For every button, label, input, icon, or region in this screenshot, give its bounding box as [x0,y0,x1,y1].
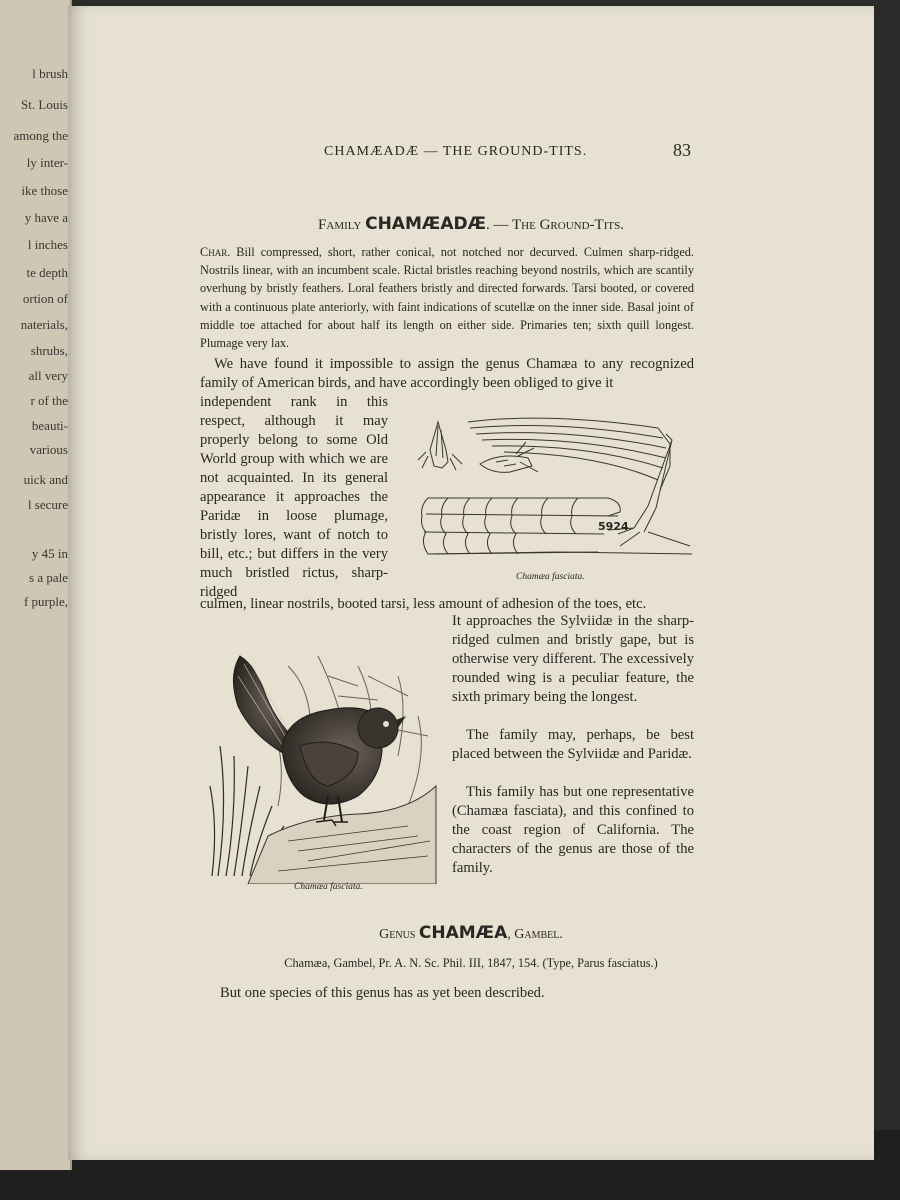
figure-caption-1: Chamæa fasciata. [516,572,585,582]
left-page-line: ly inter- [26,155,68,170]
left-page-line: y 45 in [31,546,68,561]
char-text: Bill compressed, short, rather conical, not notched nor decurved. Culmen sharp-ridged. Nostrils linear, with an incumbent scale. Rictal bristles reaching beyond nostrils, which are scantily overhung by bristly feathers. Loral feathers bristly and directed forwards. Tarsi booted, or covered with a continuous plate anteriorly, with faint indications of scutellæ on the inner side. Basal joint of middle toe attached for about half its length on either side. Primaries ten; sixth quill longest. Plumage very lax. [200,245,694,351]
left-page-line: naterials, [20,317,68,332]
left-page-line: St. Louis [21,97,68,112]
left-page-line: various [29,442,68,457]
left-page-line: te depth [26,265,68,280]
running-head: CHAMÆADÆ — THE GROUND-TITS. [324,144,588,159]
left-page-line: all very [28,368,68,383]
genus-reference: Chamæa, Gambel, Pr. A. N. Sc. Phil. III, 1847, 154. (Type, Parus fasciatus.) [284,956,658,970]
left-page-line: l inches [27,237,68,252]
left-page-line: ike those [21,183,68,198]
left-page-line: r of the [30,393,68,408]
genus-heading [68,923,874,943]
left-page-line: beauti- [31,418,68,433]
left-page-line: l secure [27,497,68,512]
body-paragraph-1-full: We have found it impossible to assign the genus Chamæa to any recognized family of American birds, and have accordingly been obliged to give it [200,356,694,391]
characters-paragraph [200,243,694,352]
wing-engraving [408,406,698,566]
figure-caption-2: Chamæa fasciata. [294,882,363,892]
family-prefix: Family [318,217,362,233]
figure-bird-illustration [208,636,440,892]
genus-note: But one species of this genus has as yet been described. [220,985,545,1001]
left-page-line: s a pale [29,570,68,585]
body-paragraph-1-narrow: independent rank in this respect, although it may properly belong to some Old World group with which we are not acquainted. In its general appearance it approaches the Paridæ in loose plumage, bristly lores, want of notch to bill, etc.; but differs in the very much bristled rictus, sharp-ridged [200,394,388,600]
left-page-line: f purple, [23,594,68,609]
genus-suffix: , Gambel. [507,927,563,942]
left-page-line: ortion of [22,291,68,306]
char-label: Char. [200,245,231,259]
body-paragraph-1-tail: culmen, linear nostrils, booted tarsi, less amount of adhesion of the toes, etc. [200,596,647,612]
genus-name: CHAMÆA [418,923,508,943]
body-paragraph-4: This family has but one representative (Chamæa fasciata), and this confined to the coast region of California. The characters of the genus are those of the family. [452,784,694,876]
left-page-line: l brush [32,66,68,81]
genus-prefix: Genus [379,927,416,942]
page-number: 83 [673,140,691,160]
family-name: CHAMÆADÆ [365,214,487,234]
book-page [68,6,874,1160]
figure-wing-detail [408,406,698,582]
body-paragraph-2: It approaches the Sylviidæ in the sharp-ridged culmen and bristly gape, but is otherwise very different. The excessively rounded wing is a peculiar feature, the sixth primary being the longest. [452,613,694,705]
left-page-edge [0,0,72,1170]
figure-number: 5924 [598,520,629,533]
family-suffix: . — The Ground-Tits. [486,217,624,233]
left-page-line: shrubs, [30,343,68,358]
body-paragraph-3: The family may, perhaps, be best placed between the Sylviidæ and Paridæ. [452,727,694,762]
left-page-line: y have a [24,210,68,225]
left-page-line: uick and [23,472,68,487]
bird-engraving [208,636,440,884]
left-page-line: among the [13,128,68,143]
family-heading [68,214,874,234]
